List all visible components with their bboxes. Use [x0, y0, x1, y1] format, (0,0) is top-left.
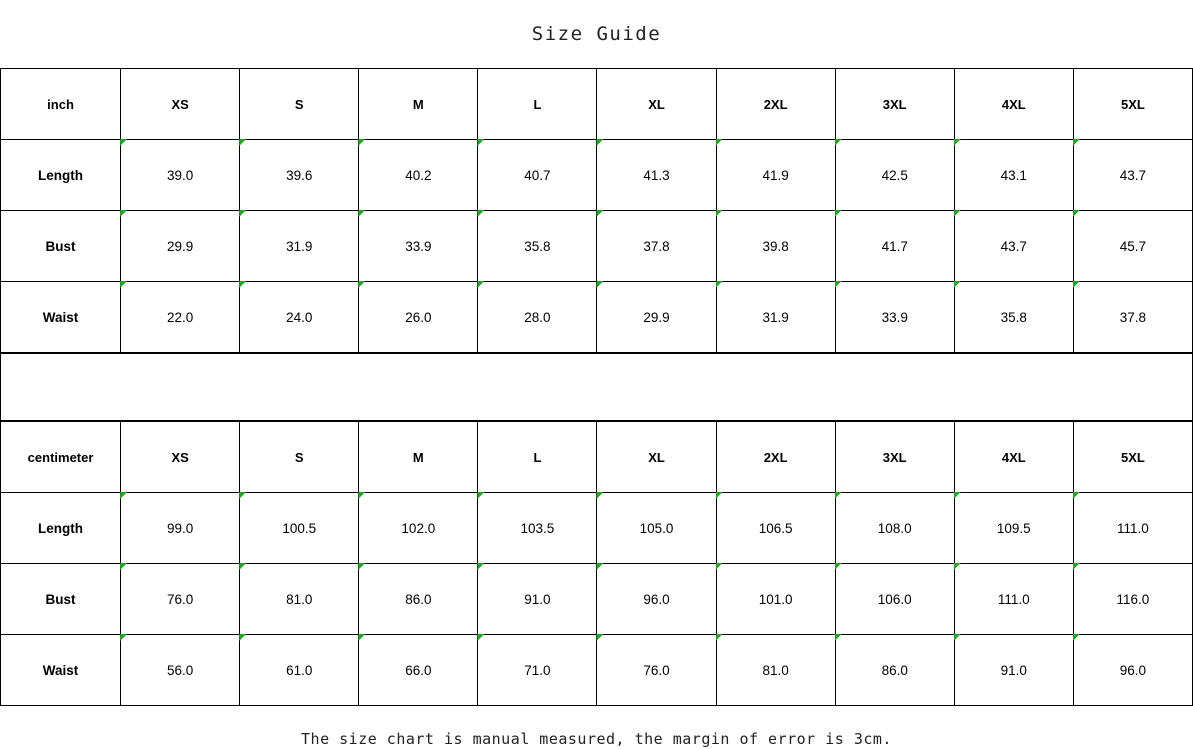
table-row	[1, 211, 1193, 282]
cell-bust-xl: 96.0	[597, 564, 716, 635]
corner-mark-icon	[1073, 563, 1080, 570]
cell-waist-l: 71.0	[478, 635, 597, 706]
cell-bust-xs: 29.9	[121, 211, 240, 282]
table-separator	[0, 353, 1193, 421]
size-header-xs: XS	[121, 69, 240, 140]
size-header-s: S	[240, 422, 359, 493]
cell-waist-3xl: 86.0	[835, 635, 954, 706]
cell-waist-xl: 29.9	[597, 282, 716, 353]
size-table-inch-body	[1, 69, 1193, 353]
corner-mark-icon	[1073, 634, 1080, 641]
size-header-4xl: 4XL	[954, 422, 1073, 493]
cell-length-m: 102.0	[359, 493, 478, 564]
cell-length-l: 103.5	[478, 493, 597, 564]
corner-mark-icon	[358, 492, 365, 499]
corner-mark-icon	[954, 210, 961, 217]
corner-mark-icon	[716, 634, 723, 641]
table-row	[1, 140, 1193, 211]
cell-waist-l: 28.0	[478, 282, 597, 353]
cell-length-m: 40.2	[359, 140, 478, 211]
unit-label-centimeter: centimeter	[1, 422, 121, 493]
cell-waist-xs: 56.0	[121, 635, 240, 706]
row-label-waist: Waist	[1, 282, 121, 353]
cell-length-5xl: 111.0	[1073, 493, 1192, 564]
page-title: Size Guide	[531, 23, 662, 45]
corner-mark-icon	[954, 563, 961, 570]
cell-waist-4xl: 35.8	[954, 282, 1073, 353]
cell-length-s: 100.5	[240, 493, 359, 564]
corner-mark-icon	[477, 281, 484, 288]
corner-mark-icon	[358, 634, 365, 641]
corner-mark-icon	[239, 563, 246, 570]
corner-mark-icon	[1073, 492, 1080, 499]
corner-mark-icon	[1073, 139, 1080, 146]
size-header-5xl: 5XL	[1073, 69, 1192, 140]
cell-bust-m: 33.9	[359, 211, 478, 282]
corner-mark-icon	[835, 210, 842, 217]
corner-mark-icon	[358, 281, 365, 288]
corner-mark-icon	[596, 281, 603, 288]
size-header-xs: XS	[121, 422, 240, 493]
cell-waist-m: 66.0	[359, 635, 478, 706]
cell-bust-5xl: 116.0	[1073, 564, 1192, 635]
corner-mark-icon	[716, 139, 723, 146]
corner-mark-icon	[358, 139, 365, 146]
cell-length-xs: 39.0	[121, 140, 240, 211]
size-header-4xl: 4XL	[954, 69, 1073, 140]
row-label-length: Length	[1, 140, 121, 211]
corner-mark-icon	[477, 139, 484, 146]
corner-mark-icon	[716, 563, 723, 570]
cell-length-5xl: 43.7	[1073, 140, 1192, 211]
corner-mark-icon	[477, 634, 484, 641]
row-label-length: Length	[1, 493, 121, 564]
size-header-5xl: 5XL	[1073, 422, 1192, 493]
corner-mark-icon	[716, 210, 723, 217]
corner-mark-icon	[835, 281, 842, 288]
size-header-m: M	[359, 422, 478, 493]
corner-mark-icon	[1073, 281, 1080, 288]
corner-mark-icon	[239, 210, 246, 217]
corner-mark-icon	[239, 139, 246, 146]
size-header-xl: XL	[597, 69, 716, 140]
cell-bust-2xl: 101.0	[716, 564, 835, 635]
cell-length-2xl: 41.9	[716, 140, 835, 211]
corner-mark-icon	[596, 210, 603, 217]
row-label-bust: Bust	[1, 211, 121, 282]
cell-bust-l: 35.8	[478, 211, 597, 282]
table-row	[1, 635, 1193, 706]
cell-waist-s: 61.0	[240, 635, 359, 706]
cell-bust-5xl: 45.7	[1073, 211, 1192, 282]
cell-bust-s: 31.9	[240, 211, 359, 282]
cell-length-xs: 99.0	[121, 493, 240, 564]
row-label-waist: Waist	[1, 635, 121, 706]
cell-length-2xl: 106.5	[716, 493, 835, 564]
corner-mark-icon	[477, 563, 484, 570]
corner-mark-icon	[835, 563, 842, 570]
corner-mark-icon	[835, 139, 842, 146]
cell-bust-m: 86.0	[359, 564, 478, 635]
size-header-3xl: 3XL	[835, 422, 954, 493]
cell-bust-xl: 37.8	[597, 211, 716, 282]
cell-waist-xs: 22.0	[121, 282, 240, 353]
size-table-centimeter	[0, 421, 1193, 706]
cell-bust-s: 81.0	[240, 564, 359, 635]
corner-mark-icon	[835, 492, 842, 499]
table-header-row	[1, 422, 1193, 493]
cell-bust-3xl: 41.7	[835, 211, 954, 282]
cell-length-l: 40.7	[478, 140, 597, 211]
corner-mark-icon	[120, 492, 127, 499]
corner-mark-icon	[954, 492, 961, 499]
cell-length-s: 39.6	[240, 140, 359, 211]
corner-mark-icon	[954, 281, 961, 288]
corner-mark-icon	[120, 634, 127, 641]
corner-mark-icon	[954, 634, 961, 641]
cell-length-3xl: 108.0	[835, 493, 954, 564]
size-header-l: L	[478, 422, 597, 493]
corner-mark-icon	[596, 634, 603, 641]
size-header-l: L	[478, 69, 597, 140]
corner-mark-icon	[239, 281, 246, 288]
table-header-row	[1, 69, 1193, 140]
table-row	[1, 493, 1193, 564]
cell-length-3xl: 42.5	[835, 140, 954, 211]
size-header-s: S	[240, 69, 359, 140]
corner-mark-icon	[716, 281, 723, 288]
cell-waist-5xl: 96.0	[1073, 635, 1192, 706]
size-table-centimeter-body	[1, 422, 1193, 706]
size-header-2xl: 2XL	[716, 69, 835, 140]
cell-length-xl: 41.3	[597, 140, 716, 211]
size-header-2xl: 2XL	[716, 422, 835, 493]
cell-waist-xl: 76.0	[597, 635, 716, 706]
size-table-inch	[0, 68, 1193, 353]
cell-waist-4xl: 91.0	[954, 635, 1073, 706]
cell-length-4xl: 109.5	[954, 493, 1073, 564]
cell-waist-m: 26.0	[359, 282, 478, 353]
cell-bust-2xl: 39.8	[716, 211, 835, 282]
corner-mark-icon	[120, 139, 127, 146]
size-header-3xl: 3XL	[835, 69, 954, 140]
corner-mark-icon	[716, 492, 723, 499]
corner-mark-icon	[1073, 210, 1080, 217]
cell-length-xl: 105.0	[597, 493, 716, 564]
cell-bust-4xl: 111.0	[954, 564, 1073, 635]
corner-mark-icon	[477, 492, 484, 499]
cell-waist-2xl: 31.9	[716, 282, 835, 353]
cell-waist-5xl: 37.8	[1073, 282, 1192, 353]
size-header-m: M	[359, 69, 478, 140]
corner-mark-icon	[120, 563, 127, 570]
corner-mark-icon	[120, 281, 127, 288]
corner-mark-icon	[358, 563, 365, 570]
corner-mark-icon	[835, 634, 842, 641]
table-row	[1, 564, 1193, 635]
corner-mark-icon	[120, 210, 127, 217]
row-label-bust: Bust	[1, 564, 121, 635]
corner-mark-icon	[239, 634, 246, 641]
cell-bust-3xl: 106.0	[835, 564, 954, 635]
cell-bust-xs: 76.0	[121, 564, 240, 635]
cell-waist-s: 24.0	[240, 282, 359, 353]
corner-mark-icon	[477, 210, 484, 217]
size-header-xl: XL	[597, 422, 716, 493]
unit-label-inch: inch	[1, 69, 121, 140]
corner-mark-icon	[358, 210, 365, 217]
cell-length-4xl: 43.1	[954, 140, 1073, 211]
corner-mark-icon	[954, 139, 961, 146]
footer-note: The size chart is manual measured, the margin of error is 3cm.	[301, 729, 892, 748]
table-row	[1, 282, 1193, 353]
corner-mark-icon	[239, 492, 246, 499]
cell-waist-2xl: 81.0	[716, 635, 835, 706]
corner-mark-icon	[596, 492, 603, 499]
cell-bust-l: 91.0	[478, 564, 597, 635]
corner-mark-icon	[596, 563, 603, 570]
cell-bust-4xl: 43.7	[954, 211, 1073, 282]
corner-mark-icon	[596, 139, 603, 146]
cell-waist-3xl: 33.9	[835, 282, 954, 353]
